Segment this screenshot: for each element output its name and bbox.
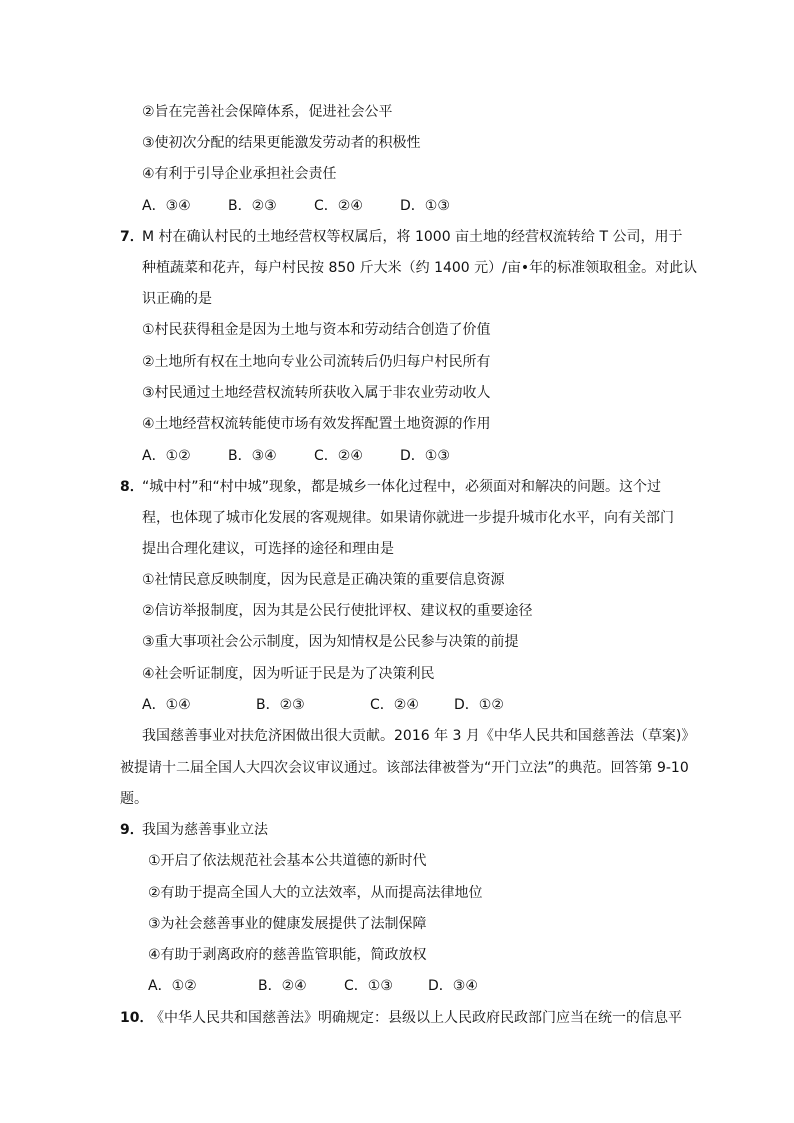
q8-stem-line-2: 程，也体现了城市化发展的客观规律。如果请你就进一步提升城市化水平，向有关部门 xyxy=(142,510,674,526)
q9-option-c[interactable]: C．①③ xyxy=(344,978,393,994)
q6-option-c[interactable]: C．②④ xyxy=(314,198,363,214)
q7-options xyxy=(142,446,450,466)
q8-item-1: ①社情民意反映制度，因为民意是正确决策的重要信息资源 xyxy=(142,572,505,588)
q9-item-1: ①开启了依法规范社会基本公共道德的新时代 xyxy=(148,853,427,869)
q7-option-d[interactable]: D．①③ xyxy=(400,448,450,464)
q9-option-a[interactable]: A．①② xyxy=(148,978,197,994)
q7-stem-line-3: 识正确的是 xyxy=(142,291,212,307)
q9-item-4: ④有助于剥离政府的慈善监管职能，简政放权 xyxy=(148,947,427,963)
q8-option-d[interactable]: D．①② xyxy=(454,697,504,713)
q8-item-3: ③重大事项社会公示制度，因为知情权是公民参与决策的前提 xyxy=(142,634,519,650)
q7-stem-line-1: M 村在确认村民的土地经营权等权属后，将 1000 亩土地的经营权流转给 T 公司，用于 xyxy=(142,229,683,245)
q6-option-d[interactable]: D．①③ xyxy=(400,198,450,214)
q8-option-a[interactable]: A．①④ xyxy=(142,697,191,713)
q8-option-b[interactable]: B．②③ xyxy=(256,697,305,713)
q6-options xyxy=(142,196,450,216)
q9-stem: 我国为慈善事业立法 xyxy=(142,822,268,838)
q8-item-4: ④社会听证制度，因为听证于民是为了决策利民 xyxy=(142,666,435,682)
q9-options xyxy=(148,976,478,996)
q7-option-c[interactable]: C．②④ xyxy=(314,448,363,464)
q8-options xyxy=(142,695,504,715)
passage-line-1: 我国慈善事业对扶危济困做出很大贡献。2016 年 3 月《中华人民共和国慈善法（草案)》 xyxy=(142,728,696,744)
q6-item-3: ③使初次分配的结果更能激发劳动者的积极性 xyxy=(142,135,421,151)
q7-item-2: ②土地所有权在土地向专业公司流转后仍归每户村民所有 xyxy=(142,354,491,370)
q8-stem-line-1: “城中村”和“村中城”现象，都是城乡一体化过程中，必须面对和解决的问题。这个过 xyxy=(142,479,662,495)
q8-option-c[interactable]: C．②④ xyxy=(370,697,419,713)
q9-item-2: ②有助于提高全国人大的立法效率，从而提高法律地位 xyxy=(148,885,483,901)
q6-option-a[interactable]: A．③④ xyxy=(142,198,191,214)
q8-item-2: ②信访举报制度，因为其是公民行使批评权、建议权的重要途径 xyxy=(142,603,533,619)
q6-item-2: ②旨在完善社会保障体系，促进社会公平 xyxy=(142,104,393,120)
q8-stem-line-3: 提出合理化建议，可选择的途径和理由是 xyxy=(142,541,394,557)
q6-item-4: ④有利于引导企业承担社会责任 xyxy=(142,166,337,182)
q7-number: 7． xyxy=(120,229,144,245)
q8-number: 8． xyxy=(120,479,144,495)
q7-option-b[interactable]: B．③④ xyxy=(228,448,277,464)
q10-stem: 《中华人民共和国慈善法》明确规定：县级以上人民政府民政部门应当在统一的信息平 xyxy=(150,1010,682,1026)
q9-number: 9． xyxy=(120,822,144,838)
q10-number: 10． xyxy=(120,1010,154,1026)
q7-item-3: ③村民通过土地经营权流转所获收入属于非农业劳动收人 xyxy=(142,385,491,401)
q7-option-a[interactable]: A．①② xyxy=(142,448,191,464)
q7-stem-line-2: 种植蔬菜和花卉，每户村民按 850 斤大米（约 1400 元）/亩•年的标准领取租金。对此认 xyxy=(142,260,698,276)
q9-option-b[interactable]: B．②④ xyxy=(258,978,307,994)
q6-option-b[interactable]: B．②③ xyxy=(228,198,277,214)
q7-item-4: ④土地经营权流转能使市场有效发挥配置土地资源的作用 xyxy=(142,416,491,432)
q9-option-d[interactable]: D．③④ xyxy=(428,978,478,994)
q7-item-1: ①村民获得租金是因为土地与资本和劳动结合创造了价值 xyxy=(142,322,491,338)
passage-line-2: 被提请十二届全国人大四次会议审议通过。该部法律被誉为“开门立法”的典范。回答第 9-10 xyxy=(120,760,689,776)
passage-line-3: 题。 xyxy=(120,791,148,807)
q9-item-3: ③为社会慈善事业的健康发展提供了法制保障 xyxy=(148,916,427,932)
